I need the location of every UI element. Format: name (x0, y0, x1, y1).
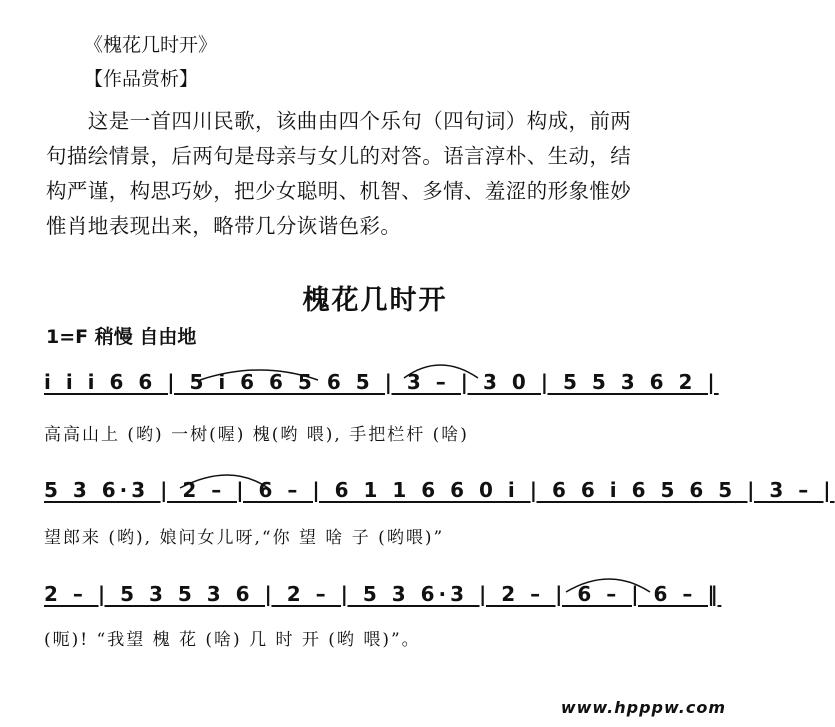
section-label: 【作品赏析】 (84, 68, 199, 90)
slur-1 (200, 370, 318, 380)
tempo-marking: 1=F 稍慢 自由地 (46, 326, 197, 348)
paragraph-line-2: 句描绘情景，后两句是母亲与女儿的对答。语言淳朴、生动，结 (46, 144, 632, 168)
work-title: 《槐花几时开》 (84, 34, 218, 56)
score-row-1-notation: i i i 6 6 | 5 i 6 6 5 6 5 | 3 – | 3 0 | 5 5 3 6 2 | (44, 370, 719, 394)
score-row-2-lyrics: 望郎来 (哟), 娘问女儿呀,“你 望 啥 子 (哟喂)” (44, 528, 445, 548)
slur-2 (404, 365, 478, 378)
score-row-3-lyrics: (呃)! “我望 槐 花 (啥) 几 时 开 (哟 喂)”。 (44, 630, 421, 650)
slur-3 (180, 475, 268, 488)
song-title: 槐花几时开 (302, 285, 448, 316)
score-row-3-notation: 2 – | 5 3 5 3 6 | 2 – | 5 3 6·3 | 2 – | 6 – | 6 – ‖ (44, 582, 722, 606)
paragraph-line-3: 构严谨，构思巧妙，把少女聪明、机智、多情、羞涩的形象惟妙 (46, 179, 632, 203)
score-row-2-notation: 5 3 6·3 | 2 – | 6 – | 6 1 1 6 6 0 i | 6 6 i 6 5 6 5 | 3 – | (44, 478, 835, 502)
paragraph-line-1: 这是一首四川民歌，该曲由四个乐句（四句词）构成，前两 (46, 109, 632, 133)
slur-4 (566, 579, 650, 592)
score-row-1-lyrics: 高高山上 (哟) 一树(喔) 槐(哟 喂), 手把栏杆 (啥) (44, 425, 469, 445)
paragraph-line-4: 惟肖地表现出来，略带几分诙谐色彩。 (46, 214, 402, 238)
site-watermark: www.hpppw.com (560, 698, 726, 717)
